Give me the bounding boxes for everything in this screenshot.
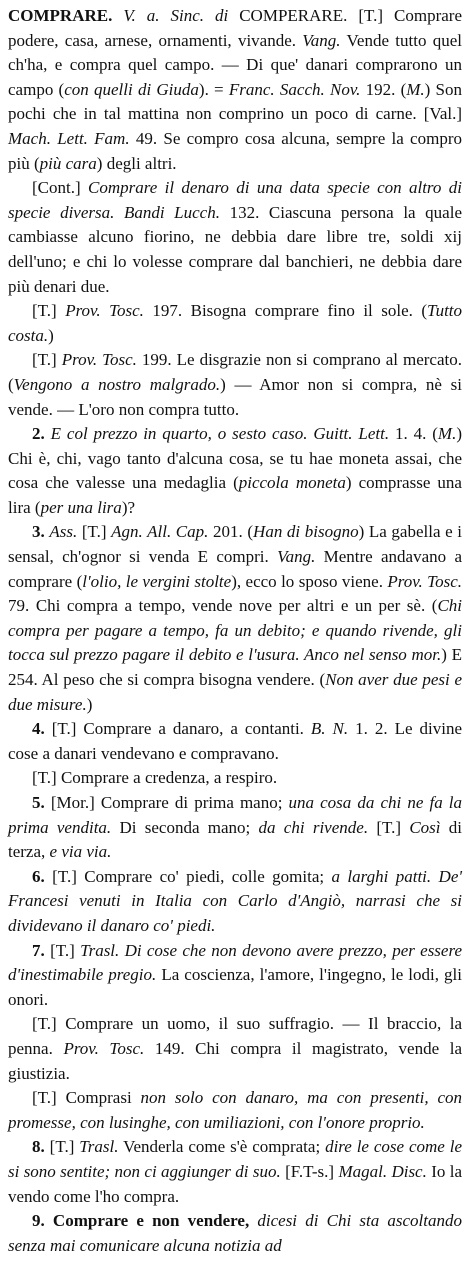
italic-run: Prov. Tosc. [61, 350, 137, 370]
text-run: COMPERARE. [T.] Comprare podere, casa, arnese, ornamenti, vivande. [8, 6, 462, 50]
entry-paragraph [8, 1209, 462, 1258]
italic-run: B. N. [310, 719, 349, 739]
entry-headword-paragraph [8, 4, 462, 176]
italic-run: Franc. Sacch. Nov. [228, 79, 361, 99]
text-run: [T.] Comprare un uomo, il suo suffragio. — Il braccio, la penna. [8, 1014, 462, 1058]
text-run: ) La gabella e i sensal, ch'ognor si venda E compri. [8, 522, 462, 567]
bold-run: 9. Comprare e non vendere, [32, 1211, 258, 1231]
entry-paragraph [8, 865, 462, 939]
text-run: 1. 2. Le divine cose a danari vendevano e compravano. [8, 719, 462, 763]
entry-paragraph [8, 348, 462, 422]
text-run: ) [48, 325, 54, 345]
text-run: ). = [198, 79, 229, 99]
italic-run: di [215, 6, 229, 25]
italic-run: Tutto costa. [8, 301, 463, 345]
text-run: )? [121, 497, 136, 517]
italic-run: M. [406, 79, 425, 99]
text-run: 149. Chi compra il magistrato, vende la giustizia. [8, 1038, 462, 1083]
italic-run: Ass. [49, 522, 78, 542]
entry-paragraph [8, 299, 462, 348]
text-run: Venderla come s'è comprata; [118, 1137, 326, 1157]
text-run: 49. Se compro cosa alcuna, sempre la compro più ( [8, 128, 462, 173]
italic-run: Trasl. [79, 1137, 119, 1157]
bold-run: 7. [32, 940, 51, 960]
italic-run: Vengono a nostro malgrado. [13, 374, 221, 394]
italic-run: E col prezzo in quarto, o sesto caso. Guitt. Lett. [50, 424, 390, 444]
italic-run: Comprare il denaro di una data specie con altro di specie diversa. Bandi Lucch. [8, 178, 462, 222]
italic-run: dire le cose come le si sono sentite; non ci aggiunger di suo. [8, 1137, 462, 1181]
text-run: ), ecco lo sposo viene. [231, 571, 388, 591]
text-run: La coscienza, l'amore, l'ingegno, le lodi, gli onori. [8, 965, 462, 1009]
italic-run: dicesi di Chi sta ascoltando senza mai comunicare alcuna notizia ad [8, 1211, 462, 1255]
italic-run: Vang. [302, 30, 341, 50]
italic-run: a larghi patti. De' Francesi venuti in Italia con Carlo d'Angiò, narrasi che si dividevano il danaro co' piedi. [8, 866, 463, 935]
bold-run: 2. [32, 424, 51, 444]
text-run: [T.] Comprare a danaro, a contanti. [51, 719, 311, 739]
italic-run: Vang. [277, 547, 316, 567]
entry-paragraph [8, 176, 462, 299]
text-run: Mentre andavano a comprare ( [8, 547, 462, 591]
entry-paragraph [8, 939, 462, 1013]
italic-run: V. a. Sinc. [123, 6, 205, 25]
text-run: 79. Chi compra a tempo, vende nove per altri e un per sè. ( [8, 596, 438, 616]
bold-run: 3. [32, 522, 50, 542]
text-run: [T.] Comprare a credenza, a respiro. [32, 768, 278, 788]
italic-run: più cara [39, 153, 97, 173]
italic-run: una cosa da chi ne fa la prima vendita. [8, 793, 462, 837]
text-run: ) — Amor non si compra, nè si vende. — L'oro non compra tutto. [8, 374, 462, 419]
text-run: 1. 4. ( [389, 424, 438, 444]
bold-run: COMPRARE. [8, 6, 113, 25]
italic-run: da chi rivende. [258, 817, 369, 837]
italic-run: Prov. Tosc. [387, 571, 462, 591]
italic-run: piccola moneta [238, 473, 346, 493]
text-run: Di seconda mano; [111, 817, 259, 837]
italic-run: non solo con danaro, ma con presenti, con promesse, con lusinghe, con umiliazioni, con l'onore proprio. [8, 1088, 462, 1132]
entry-paragraph [8, 717, 462, 766]
italic-run: Prov. Tosc. [65, 301, 144, 321]
text-run: ) Chi è, chi, vago tanto d'alcuna cosa, se tu hae moneta assai, che cosa che valesse una medaglia ( [8, 424, 463, 493]
text-run: Io la vendo come l'ho compra. [8, 1161, 462, 1206]
entry-paragraph [8, 766, 462, 791]
text-run: 197. Bisogna comprare fino il sole. ( [143, 301, 428, 321]
text-run: ) Son pochi che in tal mattina non comprino un poco di carne. [Val.] [8, 79, 463, 124]
italic-run: Agn. All. Cap. [111, 522, 209, 542]
bold-run: 4. [32, 719, 52, 739]
entry-paragraph [8, 791, 462, 865]
entry-paragraph [8, 520, 462, 717]
italic-run: Mach. Lett. Fam. [8, 128, 130, 148]
italic-run: per una lira [40, 497, 122, 517]
entry-paragraph [8, 422, 462, 520]
italic-run: Prov. Tosc. [63, 1038, 145, 1058]
text-run: ) comprasse una lira ( [8, 473, 462, 517]
text-run: [T.] [50, 940, 81, 960]
entry-paragraph [8, 1012, 462, 1086]
text-run: ) degli altri. [96, 153, 177, 173]
entry-paragraph [8, 1086, 462, 1135]
italic-run: Han di bisogno [253, 522, 359, 542]
text-run: 132. Ciascuna persona la quale cambiasse alcuno fiorino, ne debbia dare libre tre, soldi xij dell'uno; e chi lo volesse comprare dal banchieri, ne debbia dare più denari due. [8, 202, 462, 296]
text-run [204, 6, 215, 25]
text-run: [T.] Comprasi [32, 1088, 141, 1108]
text-run: 201. ( [208, 522, 254, 542]
italic-run: con quelli di Giuda [64, 79, 199, 99]
text-run: 192. ( [360, 79, 407, 99]
text-run: ) E 254. Al peso che si compra bisogna vendere. ( [8, 645, 462, 690]
italic-run: e via via. [49, 842, 112, 862]
text-run: [T.] [77, 522, 112, 542]
text-run: 199. Le disgrazie non si comprano al mercato. ( [8, 350, 462, 394]
text-run: [T.] [32, 301, 66, 321]
text-run [112, 6, 123, 25]
italic-run: Chi compra per pagare a tempo, fa un debito; e quando rivende, gli tocca sul prezzo pagare il debito e l'usura. Anco nel senso mor. [8, 596, 462, 665]
italic-run: Non aver due pesi e due misure. [8, 670, 462, 714]
text-run: [Cont.] [32, 178, 88, 198]
entry-paragraph [8, 1135, 462, 1209]
bold-run: 5. [32, 793, 51, 812]
text-run: [T.] Comprare co' piedi, colle gomita; [52, 866, 332, 886]
italic-run: l'olio, le vergini stolte [82, 571, 232, 591]
bold-run: 8. [32, 1137, 50, 1157]
text-run: ) [86, 694, 93, 714]
text-run: [T.] [49, 1137, 80, 1157]
text-run: [Mor.] Comprare di prima mano; [50, 793, 289, 812]
text-run: [T.] [32, 350, 62, 370]
italic-run: Trasl. Di cose che non devono avere prezzo, per essere d'inestimabile pregio. [8, 940, 463, 985]
italic-run: M. [437, 424, 457, 444]
text-run: Vende tutto quel ch'ha, e compra quel campo. — Di que' danari comprarono un campo ( [8, 30, 462, 99]
text-run: di terza, [8, 817, 463, 862]
text-run: [T.] [368, 817, 410, 837]
bold-run: 6. [32, 866, 53, 886]
text-run: [F.T-s.] [280, 1161, 339, 1181]
italic-run: Magal. Disc. [338, 1161, 427, 1181]
italic-run: Così [409, 817, 441, 837]
